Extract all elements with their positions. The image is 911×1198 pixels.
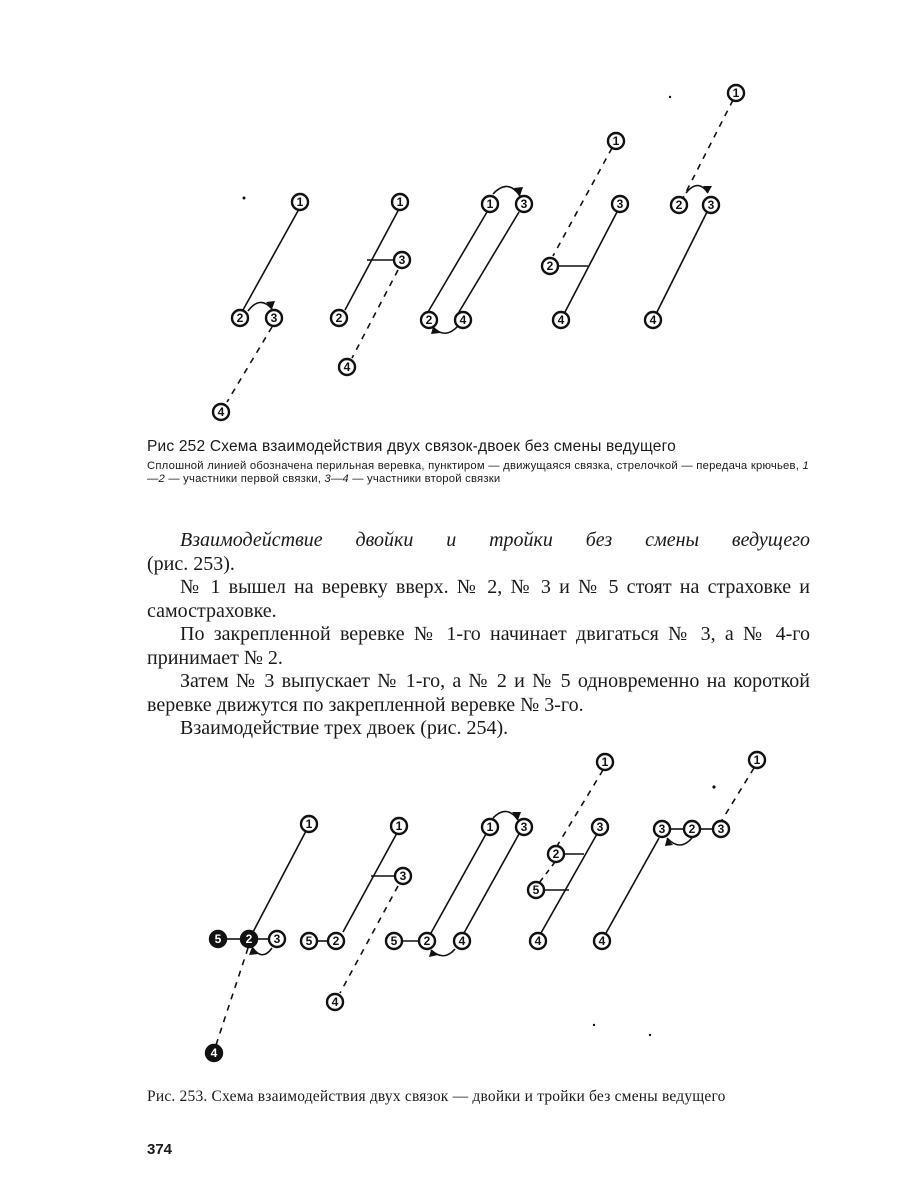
svg-text:2: 2 [552,847,560,861]
svg-text:5: 5 [532,883,540,897]
node-1 [301,816,317,832]
moving-rope [683,100,733,198]
node-3 [269,931,285,947]
svg-text:4: 4 [331,995,339,1009]
svg-text:3: 3 [658,822,666,836]
fixed-rope [464,834,519,933]
node-1 [597,754,613,770]
svg-text:1: 1 [612,134,620,148]
svg-text:1: 1 [396,195,404,209]
node-4 [213,404,229,420]
caption-title: Рис. 253. Схема взаимодействия двух связок — двойки и тройки без смены ведущего [147,1088,726,1105]
node-4 [594,933,610,949]
figure-253-diagram [0,745,911,1080]
node-1 [482,819,498,835]
figure-252-caption [147,438,809,485]
moving-rope [216,948,248,1045]
node-3 [395,868,411,884]
caption-note: Сплошной линией обозначена перильная веревка, пунктиром — движущаяся связка, стрелочкой — передача крючьев, 1—2 — участники первой связки, 3—4 — участники второй связки [147,460,809,485]
svg-text:5: 5 [390,934,398,948]
svg-text:2: 2 [245,932,253,946]
svg-text:4: 4 [458,934,466,948]
node-4 [206,1045,222,1061]
page-number: 374 [147,1141,173,1158]
node-2 [671,197,687,213]
node-3 [592,819,608,835]
caption-title: Рис 252 Схема взаимодействия двух связок-двоек без смены ведущего [147,438,676,455]
svg-text:2: 2 [332,934,340,948]
svg-text:3: 3 [596,820,604,834]
speck [712,785,715,788]
svg-text:2: 2 [236,311,244,325]
fixed-rope [606,838,659,933]
node-3 [654,821,670,837]
paragraph: Затем № 3 выпускает № 1-го, а № 2 и № 5 одновременно на короткой веревке движутся по закрепленной веревке № 3-го. [147,670,810,716]
node-4 [327,994,343,1010]
node-2 [684,821,700,837]
svg-text:5: 5 [305,934,313,948]
node-3 [713,821,729,837]
node-1 [292,194,308,210]
svg-text:4: 4 [598,934,606,948]
svg-text:3: 3 [616,197,624,211]
svg-text:1: 1 [732,86,740,100]
fixed-rope [459,212,519,312]
svg-text:3: 3 [717,822,725,836]
node-2 [331,310,347,326]
svg-text:1: 1 [486,197,494,211]
section-heading: Взаимодействие двойки и тройки без смены ведущего (рис. 253). [147,529,810,575]
svg-text:3: 3 [273,932,281,946]
svg-text:1: 1 [753,753,761,767]
node-2 [328,933,344,949]
node-4 [553,312,569,328]
moving-rope [722,768,754,820]
node-1 [728,85,744,101]
body-text [147,529,810,741]
fixed-rope [343,833,397,932]
fixed-rope [243,209,299,310]
node-4 [455,312,471,328]
figure-253-caption [147,1088,809,1106]
fixed-rope [253,831,306,932]
speck [593,1024,595,1026]
moving-rope [539,862,555,883]
node-1 [392,194,408,210]
fixed-rope [565,212,617,312]
node-2 [548,846,564,862]
node-5 [301,933,317,949]
node-2 [542,258,558,274]
node-3 [394,252,410,268]
node-2 [241,931,257,947]
svg-text:4: 4 [210,1046,218,1060]
node-5 [386,933,402,949]
svg-text:4: 4 [534,934,542,948]
svg-text:3: 3 [399,869,407,883]
node-1 [482,196,498,212]
node-4 [530,933,546,949]
node-1 [608,133,624,149]
fixed-rope [428,212,487,312]
svg-text:2: 2 [546,259,554,273]
node-3 [703,197,719,213]
node-1 [391,818,407,834]
svg-text:2: 2 [423,934,431,948]
svg-text:1: 1 [296,195,304,209]
svg-text:1: 1 [601,755,609,769]
svg-text:3: 3 [707,198,715,212]
node-3 [516,196,532,212]
svg-text:2: 2 [675,198,683,212]
node-5 [210,931,226,947]
svg-text:4: 4 [343,360,351,374]
node-2 [421,312,437,328]
node-3 [516,819,532,835]
svg-text:3: 3 [520,820,528,834]
svg-text:1: 1 [305,817,313,831]
fixed-rope [657,212,707,312]
svg-text:2: 2 [335,311,343,325]
svg-text:3: 3 [270,311,278,325]
node-1 [749,752,765,768]
svg-text:5: 5 [214,932,222,946]
svg-text:4: 4 [649,313,657,327]
node-4 [454,933,470,949]
node-4 [339,359,355,375]
svg-text:3: 3 [520,197,528,211]
paragraph: № 1 вышел на веревку вверх. № 2, № 3 и № 5 стоят на страховке и самостраховке. [147,576,810,622]
svg-text:1: 1 [486,820,494,834]
svg-text:2: 2 [425,313,433,327]
fixed-rope [431,834,486,933]
figure-252-diagram [0,70,911,430]
paragraph: Взаимодействие трех двоек (рис. 254). [180,717,509,739]
paragraph: По закрепленной веревке № 1-го начинает двигаться № 3, а № 4-го принимает № 2. [147,623,810,669]
svg-text:4: 4 [459,313,467,327]
node-3 [612,196,628,212]
speck [649,1034,651,1036]
node-2 [419,933,435,949]
node-4 [645,312,661,328]
svg-text:1: 1 [395,819,403,833]
speck [243,197,246,200]
moving-rope [227,327,272,402]
svg-text:3: 3 [398,253,406,267]
node-2 [232,310,248,326]
svg-text:2: 2 [688,822,696,836]
svg-text:4: 4 [557,313,565,327]
svg-text:4: 4 [217,405,225,419]
node-5 [528,882,544,898]
speck [669,96,671,98]
node-3 [266,310,282,326]
